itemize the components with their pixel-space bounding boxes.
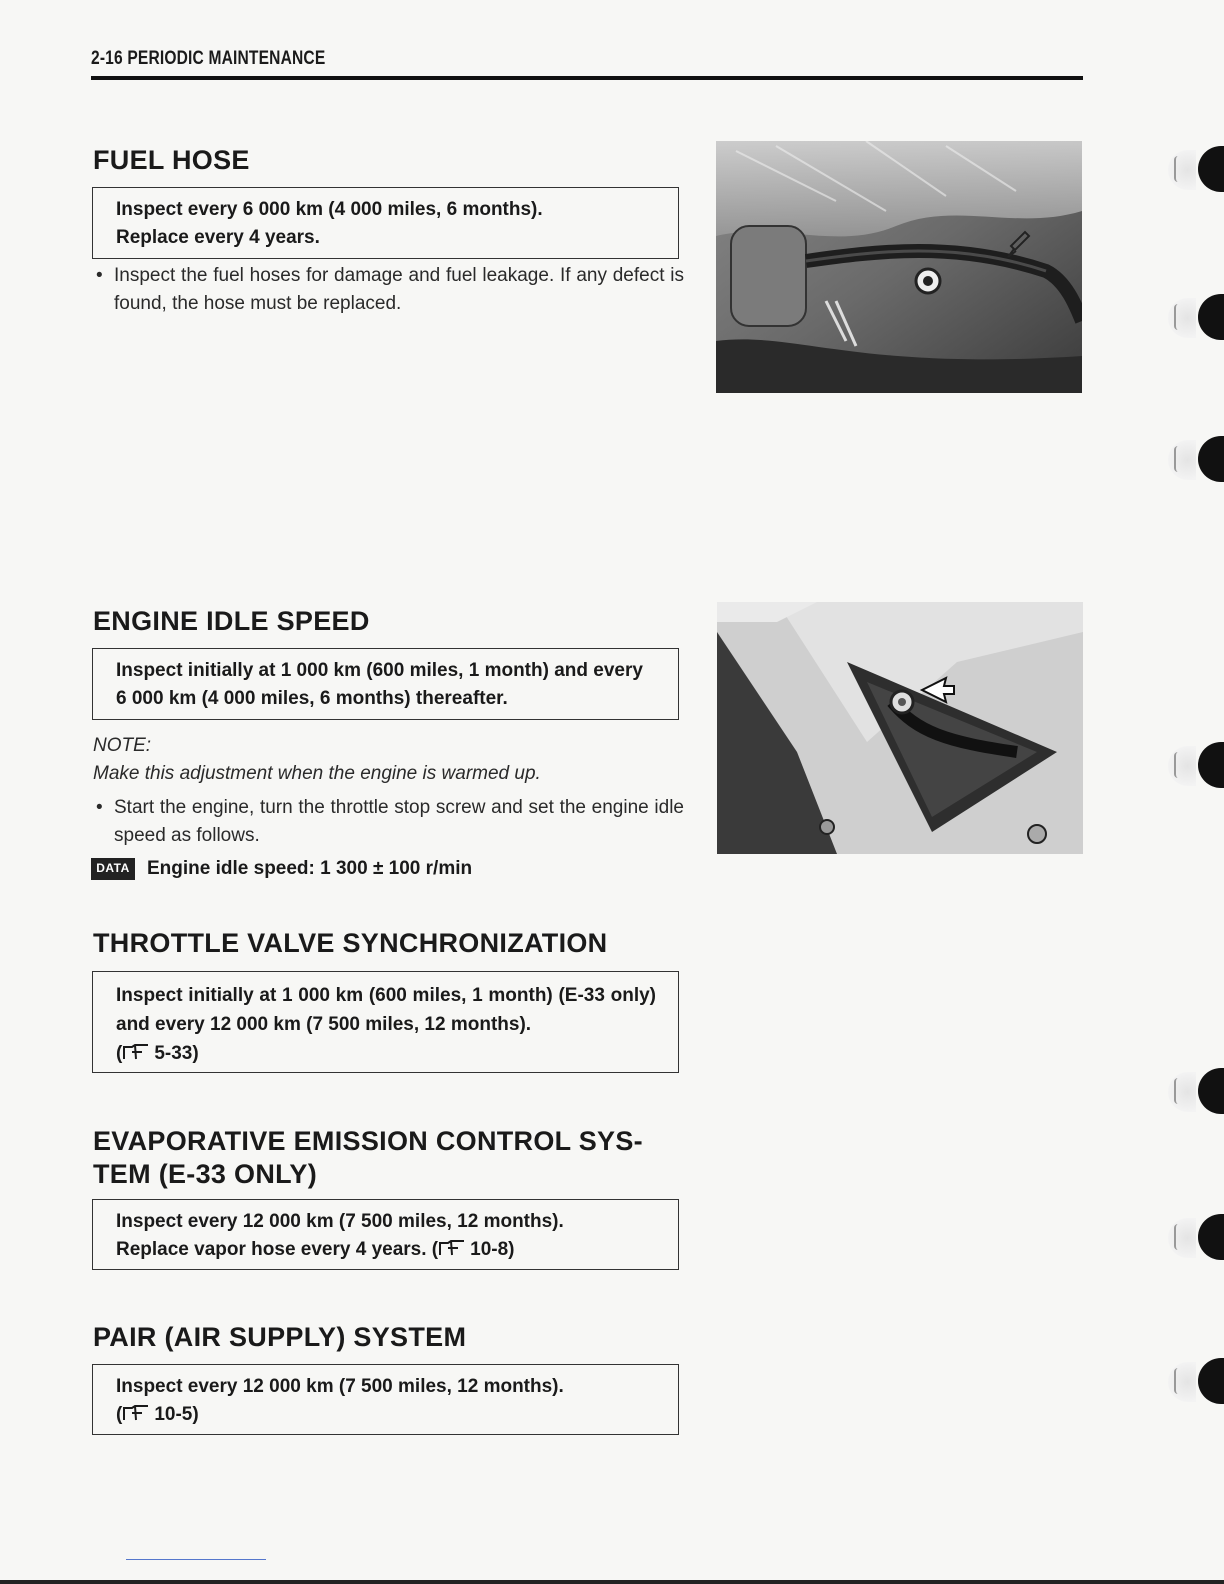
thumb-tab-marker: [1198, 742, 1224, 788]
evap-replace-line: [116, 1236, 656, 1264]
pair-interval-line: Inspect every 12 000 km (7 500 miles, 12 months).: [116, 1376, 564, 1397]
evap-heading-line1: EVAPORATIVE EMISSION CONTROL SYS-: [93, 1126, 643, 1156]
fuel-hose-instruction: [96, 262, 684, 318]
bullet-icon: •: [96, 797, 103, 818]
fuel-hose-interval-line: Inspect every 6 000 km (4 000 miles, 6 months).: [116, 199, 543, 220]
page-header-title: 2-16 PERIODIC MAINTENANCE: [91, 48, 326, 69]
pair-ref-page: 10-5): [154, 1404, 199, 1425]
thumb-tab-shadow: [1168, 1218, 1196, 1258]
idle-speed-interval-box: [92, 648, 679, 720]
evap-ref-page: 10-8): [470, 1239, 515, 1260]
evap-replace-text: Replace vapor hose every 4 years. (: [116, 1239, 439, 1260]
thumb-tab-shadow: [1168, 746, 1196, 786]
idle-speed-instruction: [96, 794, 684, 850]
fuel-hose-photo: [716, 141, 1082, 393]
thumb-tab-marker: [1198, 1358, 1224, 1404]
evap-interval-box: [92, 1199, 679, 1270]
fuel-hose-interval-box: [92, 187, 679, 259]
evap-interval-line: Inspect every 12 000 km (7 500 miles, 12 months).: [116, 1211, 564, 1232]
footer-rule: [0, 1580, 1224, 1584]
evap-heading-line2: TEM (E-33 ONLY): [93, 1159, 318, 1189]
thumb-tab-shadow: [1168, 1362, 1196, 1402]
idle-speed-spec-text: Engine idle speed: 1 300 ± 100 r/min: [147, 858, 473, 879]
throttle-sync-ref-page: 5-33): [154, 1043, 199, 1064]
reference-pointer-icon: [438, 1239, 470, 1257]
pair-ref: ( 10-5): [116, 1404, 199, 1425]
footer-rule-blue: [126, 1559, 266, 1560]
fuel-hose-replace-line: Replace every 4 years.: [116, 227, 320, 248]
thumb-tab-marker: [1198, 146, 1224, 192]
data-badge-icon: DATA: [91, 858, 135, 880]
throttle-sync-ref: ( 5-33): [116, 1043, 199, 1064]
page-header: [91, 48, 1083, 80]
thumb-tab-shadow: [1168, 150, 1196, 190]
throttle-sync-interval-box: [92, 971, 679, 1073]
idle-speed-instruction-text: Start the engine, turn the throttle stop screw and set the engine idle speed as follows.: [114, 797, 684, 846]
thumb-tab-marker: [1198, 436, 1224, 482]
fuel-hose-heading: FUEL HOSE: [93, 145, 250, 175]
idle-speed-interval-text: Inspect initially at 1 000 km (600 miles, 1 month) and every 6 000 km (4 000 miles, 6 months) thereafter.: [116, 660, 643, 709]
fuel-hose-instruction-text: Inspect the fuel hoses for damage and fuel leakage. If any defect is found, the hose must be replaced.: [114, 265, 684, 314]
evap-heading: [93, 1125, 643, 1191]
idle-speed-heading: ENGINE IDLE SPEED: [93, 606, 370, 636]
thumb-tab-shadow: [1168, 1072, 1196, 1112]
idle-speed-note-text: Make this adjustment when the engine is warmed up.: [93, 763, 541, 784]
thumb-tab-shadow: [1168, 440, 1196, 480]
idle-speed-spec: [91, 858, 472, 880]
thumb-tab-marker: [1198, 1214, 1224, 1260]
bullet-icon: •: [96, 265, 103, 286]
throttle-sync-interval-text: Inspect initially at 1 000 km (600 miles, 1 month) (E-33 only) and every 12 000 km (7 500 miles, 12 months).: [116, 985, 656, 1035]
throttle-sync-heading: THROTTLE VALVE SYNCHRONIZATION: [93, 928, 608, 958]
pair-interval-box: [92, 1364, 679, 1435]
reference-pointer-icon: [122, 1404, 154, 1422]
throttle-stop-screw-photo: [717, 602, 1083, 854]
thumb-tab-marker: [1198, 294, 1224, 340]
reference-pointer-icon: [122, 1043, 154, 1061]
thumb-tab-marker: [1198, 1068, 1224, 1114]
thumb-tab-shadow: [1168, 298, 1196, 338]
idle-speed-note-label: NOTE:: [93, 735, 152, 756]
pair-heading: PAIR (AIR SUPPLY) SYSTEM: [93, 1322, 467, 1352]
